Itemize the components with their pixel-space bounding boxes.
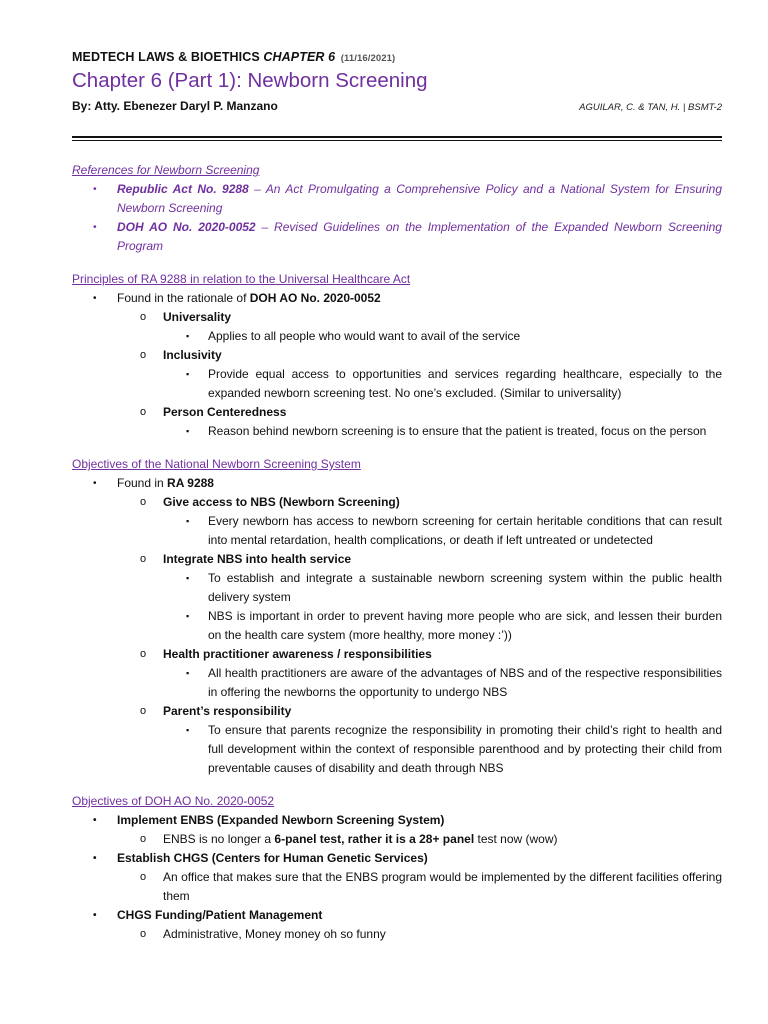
circle-bullet-icon: o bbox=[140, 833, 147, 845]
course-line bbox=[72, 48, 722, 66]
objective-label-text: Parent’s responsibility bbox=[163, 704, 292, 718]
bullet-icon: • bbox=[93, 853, 97, 864]
detail-text: Administrative, Money money oh so funny bbox=[163, 927, 386, 941]
section-heading-objectives-doh: Objectives of DOH AO No. 2020-0052 bbox=[72, 794, 275, 808]
square-bullet-icon: ▪ bbox=[186, 668, 190, 678]
detail-text: test now (wow) bbox=[474, 832, 558, 846]
doh-objective-label: Implement ENBS (Expanded Newborn Screening System) bbox=[117, 813, 445, 827]
principle-label-text: Inclusivity bbox=[163, 348, 222, 362]
square-bullet-icon: ▪ bbox=[186, 725, 190, 735]
reference-name: Republic Act No. 9288 bbox=[117, 182, 249, 196]
circle-bullet-icon: o bbox=[140, 871, 147, 883]
doh-objective-detail bbox=[72, 868, 722, 906]
bullet-icon: • bbox=[93, 293, 97, 304]
objective-label bbox=[72, 702, 722, 721]
bullet-icon: • bbox=[93, 815, 97, 826]
square-bullet-icon: ▪ bbox=[186, 331, 190, 341]
principle-label bbox=[72, 308, 722, 327]
course-name: MEDTECH LAWS & BIOETHICS bbox=[72, 50, 260, 64]
found-source: DOH AO No. 2020-0052 bbox=[249, 291, 381, 305]
chapter-label: CHAPTER 6 bbox=[263, 50, 336, 64]
detail-text: ENBS is no longer a bbox=[163, 832, 275, 846]
detail-text: NBS is important in order to prevent having more people who are sick, and lessen their burden on the health care system (more healthy, more money :’)) bbox=[208, 609, 722, 642]
detail-text: All health practitioners are aware of the advantages of NBS and of the respective responsibilities in offering the newborns the opportunity to undergo NBS bbox=[208, 666, 722, 699]
square-bullet-icon: ▪ bbox=[186, 573, 190, 583]
author: By: Atty. Ebenezer Daryl P. Manzano bbox=[72, 99, 278, 113]
list-item bbox=[72, 289, 722, 308]
doh-objective-label: CHGS Funding/Patient Management bbox=[117, 908, 323, 922]
square-bullet-icon: ▪ bbox=[186, 611, 190, 621]
detail-text: An office that makes sure that the ENBS program would be implemented by the different facilities offering them bbox=[163, 870, 722, 903]
page-title: Chapter 6 (Part 1): Newborn Screening bbox=[72, 69, 428, 92]
objective-label bbox=[72, 550, 722, 569]
objective-detail bbox=[72, 512, 722, 550]
objective-detail bbox=[72, 607, 722, 645]
principle-detail bbox=[72, 365, 722, 403]
found-text: Found in the rationale of bbox=[117, 291, 250, 305]
objective-label-text: Integrate NBS into health service bbox=[163, 552, 352, 566]
section-heading-references: References for Newborn Screening bbox=[72, 163, 260, 177]
doh-objective-detail bbox=[72, 830, 722, 849]
reference-item bbox=[72, 218, 722, 256]
circle-bullet-icon: o bbox=[140, 406, 147, 418]
principle-label-text: Person Centeredness bbox=[163, 405, 287, 419]
list-item bbox=[72, 474, 722, 493]
doh-objective bbox=[72, 849, 722, 868]
objective-detail bbox=[72, 569, 722, 607]
circle-bullet-icon: o bbox=[140, 928, 147, 940]
byline bbox=[72, 97, 722, 117]
circle-bullet-icon: o bbox=[140, 705, 147, 717]
document-page bbox=[72, 48, 722, 944]
detail-text: To ensure that parents recognize the responsibility in promoting their child’s right to health and full development within the context of responsible parenthood and by protecting their child from preventable causes of disability and death through NBS bbox=[208, 723, 722, 775]
detail-text: Reason behind newborn screening is to ensure that the patient is treated, focus on the person bbox=[208, 424, 707, 438]
objective-detail bbox=[72, 721, 722, 778]
header-divider bbox=[72, 136, 722, 138]
section-heading-objectives-nnss: Objectives of the National Newborn Screening System bbox=[72, 457, 361, 471]
principle-label-text: Universality bbox=[163, 310, 232, 324]
section-heading-principles: Principles of RA 9288 in relation to the Universal Healthcare Act bbox=[72, 272, 411, 286]
reference-item bbox=[72, 180, 722, 218]
detail-text: Applies to all people who would want to avail of the service bbox=[208, 329, 521, 343]
transcribers: AGUILAR, C. & TAN, H. | BSMT-2 bbox=[579, 102, 722, 113]
square-bullet-icon: ▪ bbox=[186, 516, 190, 526]
bullet-icon: • bbox=[93, 910, 97, 921]
bullet-icon: • bbox=[93, 222, 97, 233]
objective-label-text: Give access to NBS (Newborn Screening) bbox=[163, 495, 400, 509]
square-bullet-icon: ▪ bbox=[186, 369, 190, 379]
detail-text: To establish and integrate a sustainable newborn screening system within the public health delivery system bbox=[208, 571, 722, 604]
found-source: RA 9288 bbox=[167, 476, 214, 490]
bullet-icon: • bbox=[93, 184, 97, 195]
objective-label bbox=[72, 645, 722, 664]
reference-desc: – Revised Guidelines on the Implementation of the Expanded Newborn Screening Program bbox=[117, 220, 722, 253]
found-text: Found in bbox=[117, 476, 168, 490]
circle-bullet-icon: o bbox=[140, 311, 147, 323]
circle-bullet-icon: o bbox=[140, 648, 147, 660]
principle-detail bbox=[72, 327, 722, 346]
principle-label bbox=[72, 403, 722, 422]
detail-emphasis: 6-panel test, rather it is a 28+ panel bbox=[274, 832, 475, 846]
objective-label-text: Health practitioner awareness / responsibilities bbox=[163, 647, 432, 661]
objective-detail bbox=[72, 664, 722, 702]
circle-bullet-icon: o bbox=[140, 553, 147, 565]
reference-desc: – An Act Promulgating a Comprehensive Policy and a National System for Ensuring Newborn Screening bbox=[117, 182, 722, 215]
lecture-date: (11/16/2021) bbox=[340, 53, 396, 64]
principle-label bbox=[72, 346, 722, 365]
doh-objective bbox=[72, 811, 722, 830]
detail-text: Provide equal access to opportunities and services regarding healthcare, especially to the expanded newborn screening test. No one’s excluded. (Similar to universality) bbox=[208, 367, 722, 400]
detail-text: Every newborn has access to newborn screening for certain heritable conditions that can result into mental retardation, health complications, or death if left untreated or undetected bbox=[208, 514, 722, 547]
doh-objective bbox=[72, 906, 722, 925]
bullet-icon: • bbox=[93, 478, 97, 489]
circle-bullet-icon: o bbox=[140, 496, 147, 508]
objective-label bbox=[72, 493, 722, 512]
doh-objective-label: Establish CHGS (Centers for Human Genetic Services) bbox=[117, 851, 428, 865]
square-bullet-icon: ▪ bbox=[186, 426, 190, 436]
doh-objective-detail bbox=[72, 925, 722, 944]
reference-name: DOH AO No. 2020-0052 bbox=[117, 220, 256, 234]
header-divider-thin bbox=[72, 140, 722, 141]
circle-bullet-icon: o bbox=[140, 349, 147, 361]
principle-detail bbox=[72, 422, 722, 441]
